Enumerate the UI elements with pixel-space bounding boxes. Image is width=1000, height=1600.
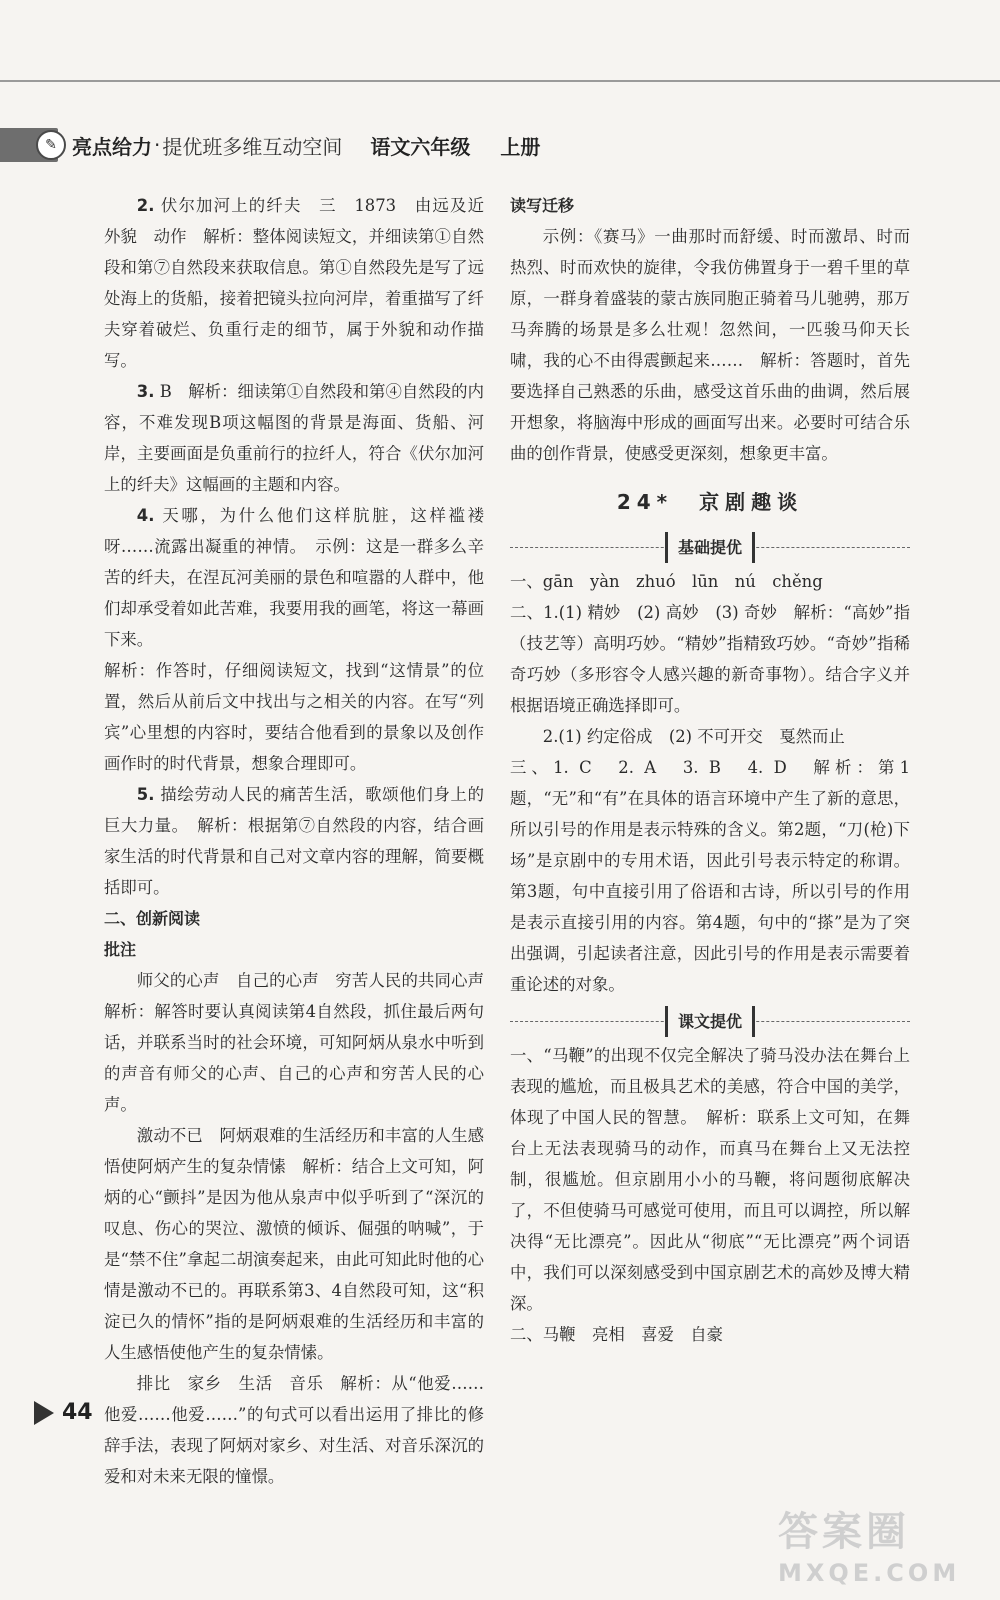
answer-q5: 5. 描绘劳动人民的痛苦生活，歌颂他们身上的巨大力量。 解析：根据第⑦自然段的内容，结合画家生活的时代背景和自己对文章内容的理解，简要概括即可。 <box>104 785 484 897</box>
header-rule <box>0 80 1000 82</box>
word-choice-answer: 二、1.(1) 精妙 (2) 高妙 (3) 奇妙 解析：“高妙”指（技艺等）高明巧妙。“精妙”指精致巧妙。“奇妙”指稀奇巧妙（多形容令人感兴趣的新奇事物）。结合字义并根据语境正确选择即可。 <box>510 603 910 715</box>
idiom-answer: 2.(1) 约定俗成 (2) 不可开交 戛然而止 <box>542 727 845 746</box>
section-innovative-reading: 二、创新阅读 <box>104 909 201 928</box>
reading-writing-heading: 读写迁移 <box>510 196 575 215</box>
page-marker-icon <box>34 1401 54 1425</box>
running-header <box>36 130 540 160</box>
book-logo-icon: ✎ <box>36 130 66 160</box>
watermark <box>778 1500 988 1590</box>
left-column <box>104 190 501 1492</box>
lesson-title: 24* 京剧趣谈 <box>616 490 804 514</box>
series-subtitle: 提优班多维互动空间 <box>162 134 343 159</box>
right-column <box>510 190 910 1350</box>
volume-label: 上册 <box>500 134 541 159</box>
basic-section-label: 基础提优 <box>665 532 755 563</box>
text-section-label: 课文提优 <box>665 1006 755 1037</box>
watermark-logo-text: 答案圈 <box>778 1509 910 1555</box>
answer-q4-analysis: 解析：作答时，仔细阅读短文，找到“这情景”的位置，然后从前后文中找出与之相关的内容。在写“列宾”心里想的内容时，要结合他看到的景象以及创作画作时的时代背景，想象合理即可。 <box>104 661 484 773</box>
watermark-domain: MXQE.COM <box>778 1559 961 1587</box>
subject-grade: 语文六年级 <box>370 134 471 159</box>
answer-q4: 4. 天哪，为什么他们这样肮脏，这样褴褛呀……流露出凝重的神情。 示例：这是一群多么辛苦的纤夫，在涅瓦河美丽的景色和喧嚣的人群中，他们却承受着如此苦难，我要用我的画笔，将这一幕画下来。 <box>104 506 484 649</box>
reading-writing-answer: 示例：《赛马》一曲那时而舒缓、时而激昂、时而热烈、时而欢快的旋律，令我仿佛置身于一碧千里的草原，一群身着盛装的蒙古族同胞正骑着马儿驰骋，那万马奔腾的场景是多么壮观！忽然间，一匹骏马仰天长啸，我的心不由得震颤起来…… 解析：答题时，首先要选择自己熟悉的乐曲，感受这首乐曲的曲调，然后展开想象，将脑海中形成的画面写出来。必要时可结合乐曲的创作背景，使感受更深刻，想象更丰富。 <box>510 227 910 463</box>
series-title: 亮点给力 <box>72 134 152 159</box>
answer-q2: 2. 伏尔加河上的纤夫 三 1873 由远及近 外貌 动作 解析：整体阅读短文，并细读第①自然段和第⑦自然段来获取信息。第①自然段先是写了远处海上的货船，接着把镜头拉向河岸，着重描写了纤夫穿着破烂、负重行走的细节，属于外貌和动作描写。 <box>104 196 501 370</box>
text-answer-2: 二、马鞭 亮相 喜爱 自豪 <box>510 1325 724 1344</box>
page-number <box>34 1400 93 1425</box>
annotation-answer-1: 师父的心声 自己的心声 穷苦人民的共同心声 解析：解答时要认真阅读第4自然段，抓住最后两句话，并联系当时的社会环境，可知阿炳从泉水中听到的声音有师父的心声、自己的心声和穷苦人民的心声。 <box>104 971 501 1114</box>
quotation-answer: 三、1. C 2. A 3. B 4. D 解析：第1题，“无”和“有”在具体的语言环境中产生了新的意思，所以引号的作用是表示特殊的含义。第2题，“刀(枪)下场”是京剧中的专用术语，因此引号表示特定的称谓。第3题，句中直接引用了俗语和古诗，所以引号的作用是表示直接引用的内容。第4题，句中的“搽”是为了突出强调，引起读者注意，因此引号的作用是表示需要着重论述的对象。 <box>510 758 910 994</box>
basic-section-tag <box>510 530 910 564</box>
title-separator: · <box>154 133 161 157</box>
annotation-answer-2: 激动不已 阿炳艰难的生活经历和丰富的人生感悟使阿炳产生的复杂情愫 解析：结合上文可知，阿炳的心“颤抖”是因为他从泉声中似乎听到了“深沉的叹息、伤心的哭泣、激愤的倾诉、倔强的呐喊”，于是“禁不住”拿起二胡演奏起来，由此可知此时他的心情是激动不已的。再联系第3、4自然段可知，这“积淀已久的情怀”指的是阿炳艰难的生活经历和丰富的人生感悟使他产生的复杂情愫。 <box>104 1126 484 1362</box>
answer-q3: 3. B 解析：细读第①自然段和第④自然段的内容，不难发现B项这幅图的背景是海面、货船、河岸，主要画面是负重前行的拉纤人，符合《伏尔加河上的纤夫》这幅画的主题和内容。 <box>104 382 484 494</box>
annotation-heading: 批注 <box>104 940 137 959</box>
annotation-answer-3: 排比 家乡 生活 音乐 解析：从“他爱……他爱……他爱……”的句式可以看出运用了排比的修辞手法，表现了阿炳对家乡、对生活、对音乐深沉的爱和对未来无限的憧憬。 <box>104 1374 484 1486</box>
text-section-tag <box>510 1004 910 1038</box>
page-number-text: 44 <box>62 1400 93 1425</box>
pinyin-answer: 一、gān yàn zhuó lūn nú chěng <box>510 572 823 591</box>
text-answer-1: 一、“马鞭”的出现不仅完全解决了骑马没办法在舞台上表现的尴尬，而且极具艺术的美感，符合中国的美学，体现了中国人民的智慧。 解析：联系上文可知，在舞台上无法表现骑马的动作，而真马在舞台上又无法控制，很尴尬。但京剧用小小的马鞭，将问题彻底解决了，不但使骑马可感觉可使用，而且可以调控，所以解决得“无比漂亮”。因此从“彻底”“无比漂亮”两个词语中，我们可以深刻感受到中国京剧艺术的高妙及博大精深。 <box>510 1046 910 1313</box>
